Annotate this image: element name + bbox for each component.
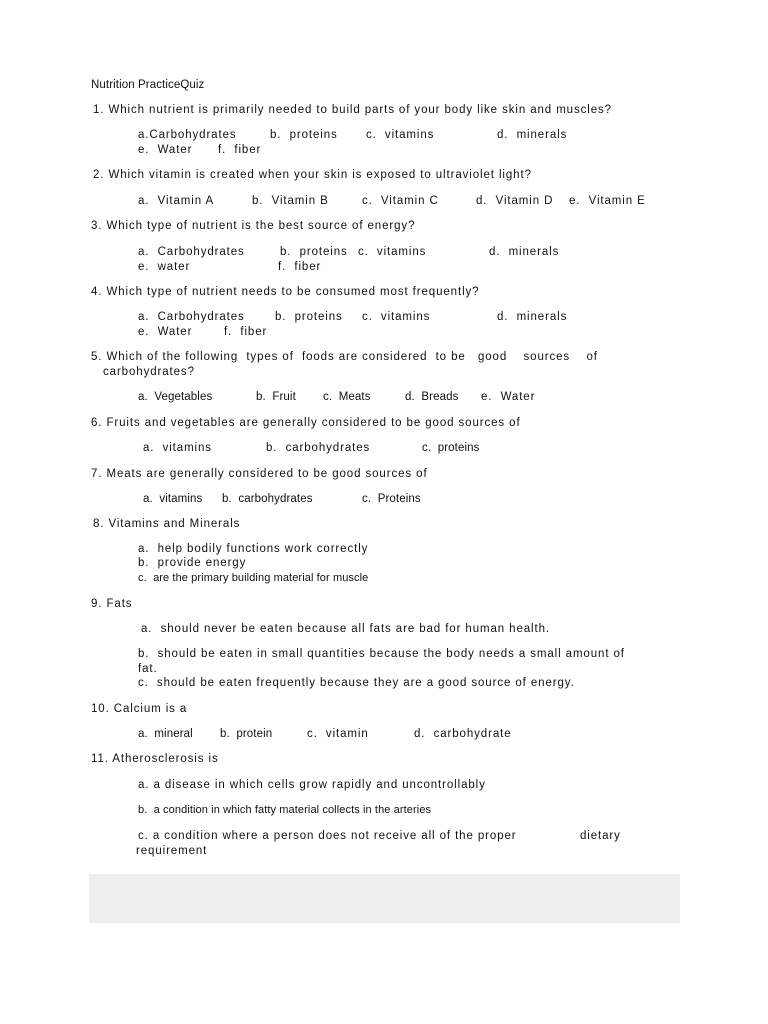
q2-option-c: c. Vitamin C [362, 195, 439, 207]
page-title: Nutrition PracticeQuiz [91, 79, 205, 91]
q11-option-b: b. a condition in which fatty material collects in the arteries [138, 804, 432, 816]
question-8: 8. Vitamins and Minerals [93, 518, 241, 530]
q7-option-a: a. vitamins [143, 493, 203, 505]
q10-option-b: b. protein [220, 728, 273, 740]
q3-option-d: d. minerals [489, 246, 560, 258]
q4-option-e: e. Water [138, 326, 193, 338]
q10-option-d: d. carbohydrate [414, 728, 512, 740]
q11-option-c-continued: dietary [580, 830, 621, 842]
q4-option-f: f. fiber [224, 326, 268, 338]
question-2: 2. Which vitamin is created when your skin is exposed to ultraviolet light? [93, 169, 532, 181]
question-4: 4. Which type of nutrient needs to be consumed most frequently? [91, 286, 480, 298]
q1-option-f: f. fiber [218, 144, 262, 156]
q1-option-d: d. minerals [497, 129, 568, 141]
q5-option-e: e. Water [481, 391, 536, 403]
q11-option-a: a. a disease in which cells grow rapidly and uncontrollably [138, 779, 486, 791]
q9-option-b: b. should be eaten in small quantities because the body needs a small amount of [138, 648, 625, 660]
q3-option-c: c. vitamins [358, 246, 427, 258]
q10-option-a: a. mineral [138, 728, 193, 740]
q5-option-c: c. Meats [323, 391, 371, 403]
q9-option-b-continued: fat. [138, 663, 158, 675]
q9-option-a: a. should never be eaten because all fats are bad for human health. [141, 623, 550, 635]
question-7: 7. Meats are generally considered to be good sources of [91, 468, 428, 480]
question-5-continued: carbohydrates? [103, 366, 195, 378]
q11-option-c: c. a condition where a person does not receive all of the proper [138, 830, 517, 842]
q3-option-f: f. fiber [278, 261, 322, 273]
q1-option-b: b. proteins [270, 129, 338, 141]
q1-option-a: a.Carbohydrates [138, 129, 237, 141]
q3-option-b: b. proteins [280, 246, 348, 258]
q5-option-d: d. Breads [405, 391, 459, 403]
q2-option-e: e. Vitamin E [569, 195, 646, 207]
q11-option-c-continued-2: requirement [136, 845, 208, 857]
q8-option-c: c. are the primary building material for muscle [138, 572, 369, 584]
q5-option-b: b. Fruit [256, 391, 296, 403]
q5-option-a: a. Vegetables [138, 391, 213, 403]
q9-option-c: c. should be eaten frequently because they are a good source of energy. [138, 677, 575, 689]
q8-option-b: b. provide energy [138, 557, 247, 569]
footer-panel [89, 874, 680, 923]
q3-option-a: a. Carbohydrates [138, 246, 245, 258]
question-3: 3. Which type of nutrient is the best source of energy? [91, 220, 416, 232]
q7-option-b: b. carbohydrates [222, 493, 313, 505]
q2-option-b: b. Vitamin B [252, 195, 329, 207]
q4-option-a: a. Carbohydrates [138, 311, 245, 323]
q1-option-c: c. vitamins [366, 129, 435, 141]
q6-option-b: b. carbohydrates [266, 442, 371, 454]
question-10: 10. Calcium is a [91, 703, 188, 715]
q4-option-d: d. minerals [497, 311, 568, 323]
q2-option-d: d. Vitamin D [476, 195, 554, 207]
q8-option-a: a. help bodily functions work correctly [138, 543, 369, 555]
q4-option-b: b. proteins [275, 311, 343, 323]
q1-option-e: e. Water [138, 144, 193, 156]
q6-option-c: c. proteins [422, 442, 480, 454]
q2-option-a: a. Vitamin A [138, 195, 215, 207]
q3-option-e: e. water [138, 261, 191, 273]
q4-option-c: c. vitamins [362, 311, 431, 323]
question-5: 5. Which of the following types of foods are considered to be good sources of [91, 351, 598, 363]
q7-option-c: c. Proteins [362, 493, 421, 505]
q6-option-a: a. vitamins [143, 442, 212, 454]
q10-option-c: c. vitamin [307, 728, 369, 740]
question-9: 9. Fats [91, 598, 133, 610]
question-11: 11. Atherosclerosis is [91, 753, 219, 765]
question-1: 1. Which nutrient is primarily needed to build parts of your body like skin and muscles? [93, 104, 612, 116]
question-6: 6. Fruits and vegetables are generally considered to be good sources of [91, 417, 521, 429]
